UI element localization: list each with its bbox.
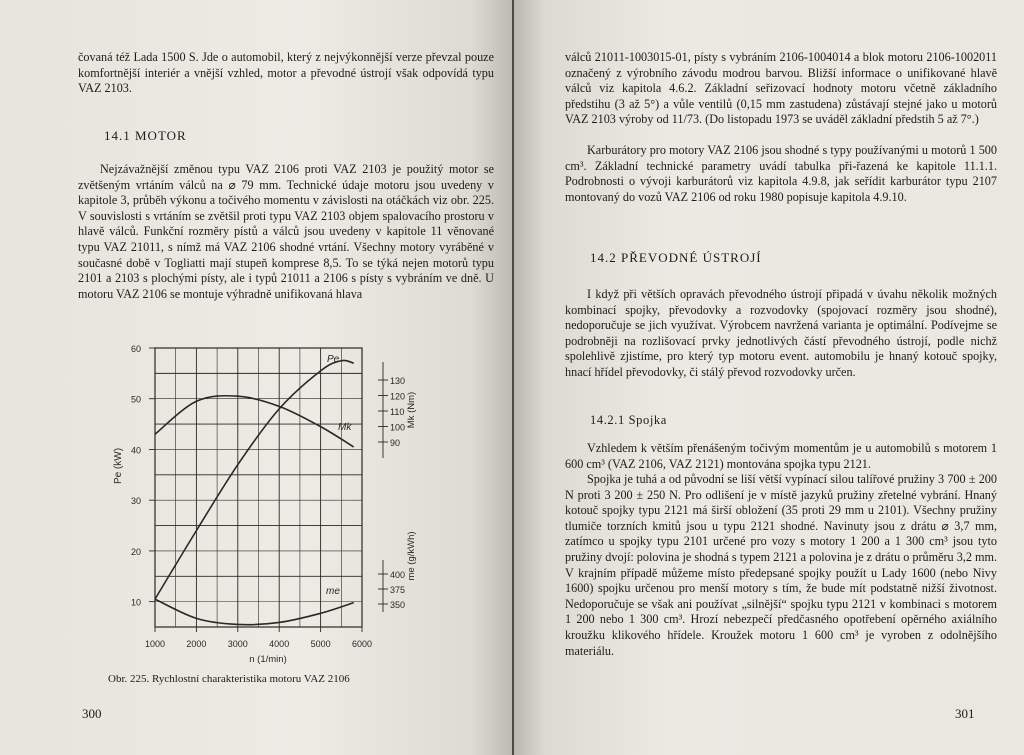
x-tick-label: 1000	[144, 639, 166, 649]
x-tick-label: 3000	[227, 639, 248, 649]
consumption-tick-label: 375	[390, 585, 406, 595]
series-pe-curve	[155, 360, 354, 599]
series-pe-label: Pe	[327, 354, 340, 365]
subsection-heading-spojka: 14.2.1 Spojka	[590, 413, 667, 427]
series-me-curve	[155, 599, 354, 625]
page-number-right: 301	[955, 706, 975, 721]
left-intro-paragraph: čovaná též Lada 1500 S. Jde o automobil, který z nejvýkonnější verze převzal pouze komfortnější interiér a vnější vzhled, motor a převodné ústrojí však odpovídá typu VAZ 2103.	[78, 50, 494, 96]
torque-tick-label: 120	[390, 391, 406, 402]
right-page	[514, 0, 1024, 755]
y-tick-label: 10	[130, 597, 141, 608]
right-paragraph-3: I když při větších opravách převodného ústrojí připadá v úvahu několik možných kombinací spojky, převodovky a rozvodovky (spojovací rozměry jsou shodné), nedoporučuje se jich využívat. Výrobcem navržená varianta je optimální. Podívejme se podrobněji na rozlišovací prvky jednotlivých částí převodného ústrojí, podle nichž spolehlivě zjistíme, pro který typ motoru event. automobilu je hnaný kotouč spojky, hnací hřídel převodovky, či stálý převod rozvodovky určen.	[565, 287, 997, 379]
y-axis-label: Pe (kW)	[113, 447, 124, 485]
figure-caption: Obr. 225. Rychlostní charakteristika motoru VAZ 2106	[108, 673, 350, 685]
torque-tick-label: 110	[390, 407, 405, 417]
consumption-axis-label: me (g/kWh)	[406, 531, 417, 581]
consumption-tick-label: 350	[390, 600, 406, 610]
chart-plot-area	[155, 354, 354, 625]
x-tick-label: 5000	[310, 639, 331, 649]
y-tick-label: 50	[130, 394, 141, 405]
chart-axes	[113, 344, 417, 665]
right-paragraph-5: Spojka je tuhá a od původní se liší větší vypínací silou talířové pružiny 3 700 ± 200 N proti 3 200 ± 250 N. Pro odlišení je v místě jazyků pružiny zřetelné vybrání. Hnaný kotouč spojky typu 2121 má širší obložení (35 proti 29 mm u 2101). Všechny pružiny tlumiče torzních kmitů jsou u typu 2121 shodné. Navinuty jsou z drátu ⌀ 3,7 mm, zatímco u spojky typu 2101 určené pro vozy s motory 1 200 a 1 300 cm³ jsou tyto pružiny dvojí: polovina je shodná s typem 2121 a polovina je z drátu o průměru 3,2 mm. V krajním případě můžeme místo předepsané spojky použít u Lady 1600 (nebo Nivy 1600) spojku určenou pro menší motory s tím, že bude mít podstatně nižší životnost. Nedoporučuje se však ani používat „silnější“ spojku typu 2121 v kombinaci s motorem 1 200 nebo 1 300 cm³. Hrozí nebezpečí předčasného opotřebení opěrného axiálního kroužku klikového hřídele. Kroužek motoru 1 600 cm³ je vyroben z odolnějšího materiálu.	[565, 472, 997, 658]
x-tick-label: 2000	[186, 639, 207, 649]
right-paragraph-1: válců 21011-1003015-01, písty s vybráním 2106-1004014 a blok motoru 2106-1002011 označený z výrobního závodu modrou barvou. Bližší informace o unifikované hlavě válců viz kapitola 4.6.2. Základní seřizovací hodnoty motoru včetně základního předstihu (3 až 5°) a vůle ventilů (0,15 mm zastudena) zůstávají stejné jako u motorů VAZ 2103 výroby od 11/73. (Do listopadu 1973 se uváděl základní předstih 5 až 7°.)	[565, 50, 997, 127]
series-mk-curve	[155, 396, 354, 447]
y-tick-label: 30	[130, 496, 141, 507]
y-tick-label: 20	[130, 546, 141, 557]
y-tick-label: 60	[130, 344, 141, 354]
left-body-paragraph: Nejzávažnější změnou typu VAZ 2106 proti VAZ 2103 je použitý motor se zvětšeným vrtáním válců na ⌀ 79 mm. Technické údaje motoru jsou uvedeny v kapitole 3, průběh výkonu a točivého momentu v závislosti na otáčkách viz obr. 225. V souvislosti s vrtáním se zvětšil proti typu VAZ 2103 objem spalovacího prostoru v hlavě válců. Funkční rozměry pístů a válců jsou uvedeny v kapitole 11 věnované typu VAZ 21011, s nímž má VAZ 2106 shodné vrtání. Všechny motory vyráběné v současné době v Togliatti mají stupeň komprese 8,5. To se týká nejen motorů typu 2101 a 2103 s plochými písty, ale i typů 21011 a 2106 s písty s vybráním ve dně. U motoru VAZ 2106 se montuje výhradně unifikovaná hlava	[78, 162, 494, 301]
x-tick-label: 6000	[351, 639, 373, 649]
y-tick-label: 40	[130, 445, 141, 456]
page-number-left: 300	[82, 706, 102, 721]
section-heading-prevodne-ustroji: 14.2 PŘEVODNÉ ÚSTROJÍ	[590, 250, 762, 265]
x-tick-label: 4000	[269, 639, 290, 649]
consumption-tick-label: 400	[390, 570, 406, 580]
torque-axis-label: Mk (Nm)	[406, 391, 417, 429]
torque-tick-label: 130	[390, 376, 406, 386]
x-axis-label: n (1/min)	[249, 654, 287, 665]
section-heading-motor: 14.1 MOTOR	[104, 128, 187, 143]
torque-tick-label: 100	[390, 422, 406, 433]
right-paragraph-2: Karburátory pro motory VAZ 2106 jsou shodné s typy používanými u motorů 1 500 cm³. Základní technické parametry uvádí tabulka při-řazená ke kapitole 11.1.1. Podrobnosti o vývoji karburátorů viz kapitola 4.9.8, jak seřídit karburátor typu 2107 montovaný do vozů VAZ 2106 od roku 1980 popisuje kapitola 4.9.10.	[565, 143, 997, 204]
series-mk-label: Mk	[338, 422, 352, 433]
right-paragraph-4: Vzhledem k větším přenášeným točivým momentům je u automobilů s motorem 1 600 cm³ (VAZ 2106, VAZ 2121) montována spojka typu 2121.	[565, 441, 997, 471]
torque-tick-label: 90	[390, 438, 401, 448]
series-me-label: me	[326, 586, 340, 597]
